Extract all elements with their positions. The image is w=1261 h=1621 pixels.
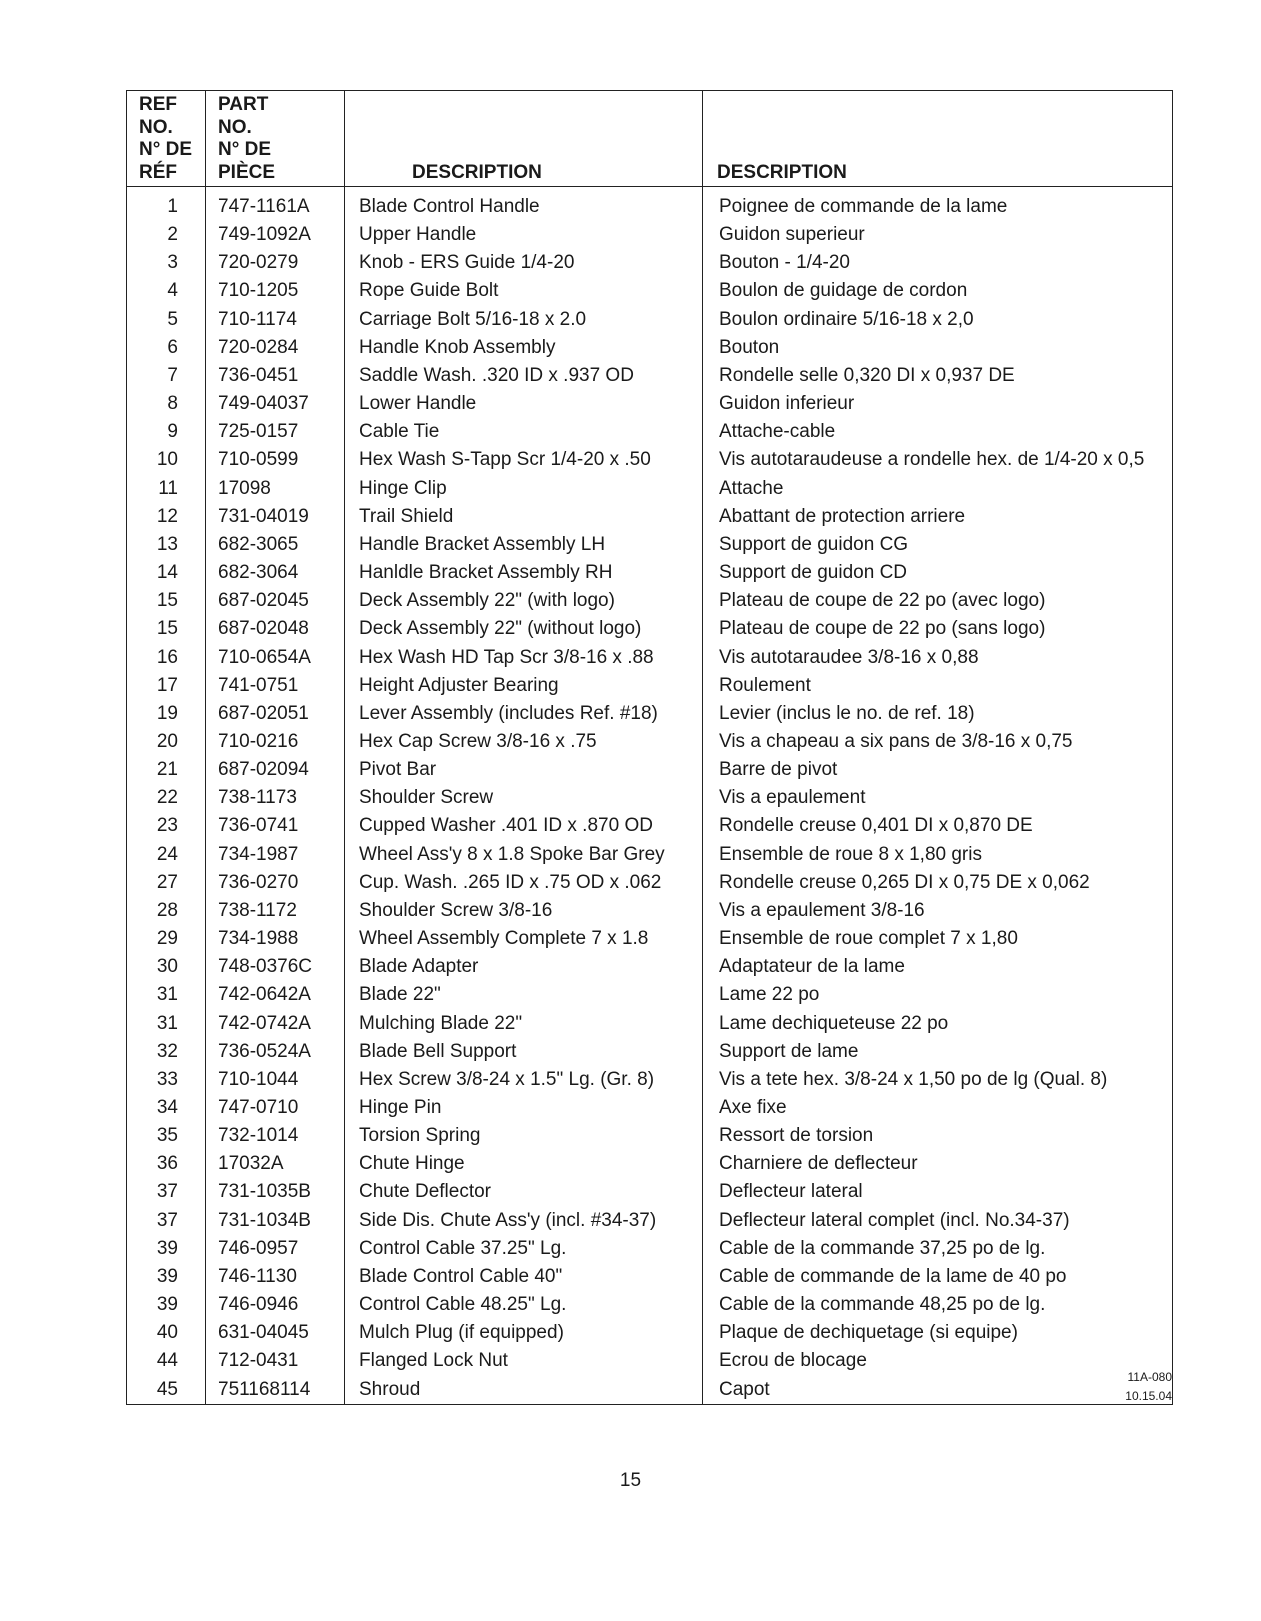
description-fr-cell: Vis a epaulement [703,784,1173,812]
table-row [127,362,1173,390]
part-number-cell: 736-0741 [206,812,345,840]
part-number-cell: 710-1205 [206,277,345,305]
description-en-cell: Control Cable 48.25" Lg. [345,1291,703,1319]
table-row [127,1235,1173,1263]
header-part-line: PART [218,94,269,115]
part-number-cell: 710-1044 [206,1066,345,1094]
description-fr-cell: Cable de commande de la lame de 40 po [703,1263,1173,1291]
part-number-cell: 682-3064 [206,559,345,587]
ref-cell: 33 [127,1066,206,1094]
table-row [127,1319,1173,1347]
description-en-cell: Chute Hinge [345,1150,703,1178]
table-row [127,841,1173,869]
description-fr-cell: Cable de la commande 48,25 po de lg. [703,1291,1173,1319]
part-number-cell: 720-0284 [206,334,345,362]
ref-cell: 6 [127,334,206,362]
table-row [127,728,1173,756]
part-number-cell: 749-1092A [206,221,345,249]
description-en-cell: Hinge Pin [345,1094,703,1122]
page-number: 15 [619,1470,642,1491]
ref-cell: 10 [127,446,206,474]
ref-cell: 7 [127,362,206,390]
part-number-cell: 747-1161A [206,187,345,222]
parts-table-body [127,187,1173,1405]
description-en-cell: Mulching Blade 22" [345,1010,703,1038]
table-row [127,672,1173,700]
ref-cell: 19 [127,700,206,728]
description-fr-cell: Boulon ordinaire 5/16-18 x 2,0 [703,306,1173,334]
header-part-line: N° DE [218,139,271,160]
description-fr-cell: Roulement [703,672,1173,700]
table-row [127,1094,1173,1122]
ref-cell: 1 [127,187,206,222]
description-fr-cell: Axe fixe [703,1094,1173,1122]
ref-cell: 44 [127,1347,206,1375]
ref-cell: 35 [127,1122,206,1150]
part-number-cell: 710-1174 [206,306,345,334]
description-fr-cell: Deflecteur lateral [703,1178,1173,1206]
header-part-line: PIÈCE [218,161,276,183]
description-fr-cell: Boulon de guidage de cordon [703,277,1173,305]
table-row [127,418,1173,446]
description-en-cell: Wheel Assembly Complete 7 x 1.8 [345,925,703,953]
part-number-cell: 736-0451 [206,362,345,390]
ref-cell: 39 [127,1291,206,1319]
description-fr-cell: Adaptateur de la lame [703,953,1173,981]
description-fr-cell: Vis a epaulement 3/8-16 [703,897,1173,925]
description-fr-cell: Abattant de protection arriere [703,503,1173,531]
ref-cell: 29 [127,925,206,953]
table-row [127,1066,1173,1094]
part-number-cell: 748-0376C [206,953,345,981]
description-en-cell: Pivot Bar [345,756,703,784]
ref-cell: 39 [127,1263,206,1291]
ref-cell: 31 [127,1010,206,1038]
header-description-en [345,91,703,187]
ref-cell: 36 [127,1150,206,1178]
ref-cell: 27 [127,869,206,897]
table-row [127,221,1173,249]
part-number-cell: 731-1034B [206,1207,345,1235]
table-row [127,925,1173,953]
part-number-cell: 631-04045 [206,1319,345,1347]
header-part-number [206,91,345,187]
description-en-cell: Wheel Ass'y 8 x 1.8 Spoke Bar Grey [345,841,703,869]
description-en-cell: Handle Bracket Assembly LH [345,531,703,559]
table-row [127,1376,1173,1405]
document-code: 11A-080 [1127,1370,1172,1384]
description-fr-cell: Charniere de deflecteur [703,1150,1173,1178]
part-number-cell: 731-1035B [206,1178,345,1206]
part-number-cell: 749-04037 [206,390,345,418]
ref-cell: 12 [127,503,206,531]
description-en-cell: Hinge Clip [345,475,703,503]
parts-list-table [126,90,1173,1405]
description-fr-cell: Support de guidon CG [703,531,1173,559]
part-number-cell: 731-04019 [206,503,345,531]
part-number-cell: 710-0599 [206,446,345,474]
description-en-cell: Blade Bell Support [345,1038,703,1066]
part-number-cell: 747-0710 [206,1094,345,1122]
table-row [127,812,1173,840]
table-row [127,981,1173,1009]
ref-cell: 45 [127,1376,206,1405]
description-en-cell: Carriage Bolt 5/16-18 x 2.0 [345,306,703,334]
part-number-cell: 710-0654A [206,644,345,672]
header-part-line: NO. [218,116,252,138]
table-row [127,503,1173,531]
description-en-cell: Rope Guide Bolt [345,277,703,305]
table-row [127,334,1173,362]
part-number-cell: 734-1987 [206,841,345,869]
description-fr-cell: Bouton - 1/4-20 [703,249,1173,277]
part-number-cell: 738-1173 [206,784,345,812]
ref-cell: 34 [127,1094,206,1122]
part-number-cell: 687-02094 [206,756,345,784]
description-en-cell: Blade Control Cable 40" [345,1263,703,1291]
description-en-cell: Handle Knob Assembly [345,334,703,362]
ref-cell: 3 [127,249,206,277]
description-fr-cell: Guidon superieur [703,221,1173,249]
description-en-cell: Control Cable 37.25" Lg. [345,1235,703,1263]
description-en-cell: Side Dis. Chute Ass'y (incl. #34-37) [345,1207,703,1235]
ref-cell: 11 [127,475,206,503]
part-number-cell: 687-02048 [206,615,345,643]
description-en-cell: Shoulder Screw [345,784,703,812]
description-fr-cell: Ensemble de roue complet 7 x 1,80 [703,925,1173,953]
description-fr-cell: Attache [703,475,1173,503]
description-en-cell: Blade 22" [345,981,703,1009]
description-fr-cell: Rondelle creuse 0,401 DI x 0,870 DE [703,812,1173,840]
description-en-cell: Flanged Lock Nut [345,1347,703,1375]
description-en-cell: Blade Control Handle [345,187,703,222]
description-fr-cell: Rondelle selle 0,320 DI x 0,937 DE [703,362,1173,390]
part-number-cell: 742-0642A [206,981,345,1009]
table-row [127,1263,1173,1291]
description-fr-cell: Levier (inclus le no. de ref. 18) [703,700,1173,728]
table-row [127,700,1173,728]
description-en-cell: Cable Tie [345,418,703,446]
part-number-cell: 687-02051 [206,700,345,728]
description-fr-cell: Support de guidon CD [703,559,1173,587]
description-fr-cell: Ecrou de blocage [703,1347,1173,1375]
part-number-cell: 725-0157 [206,418,345,446]
description-fr-cell: Poignee de commande de la lame [703,187,1173,222]
description-en-cell: Height Adjuster Bearing [345,672,703,700]
description-en-cell: Chute Deflector [345,1178,703,1206]
part-number-cell: 734-1988 [206,925,345,953]
table-row [127,1150,1173,1178]
table-row [127,1291,1173,1319]
ref-cell: 39 [127,1235,206,1263]
description-fr-cell: Capot [703,1376,1173,1405]
table-row [127,446,1173,474]
description-en-cell: Torsion Spring [345,1122,703,1150]
part-number-cell: 742-0742A [206,1010,345,1038]
ref-cell: 15 [127,587,206,615]
ref-cell: 9 [127,418,206,446]
description-en-cell: Blade Adapter [345,953,703,981]
part-number-cell: 746-1130 [206,1263,345,1291]
table-row [127,1010,1173,1038]
ref-cell: 4 [127,277,206,305]
description-en-cell: Shoulder Screw 3/8-16 [345,897,703,925]
description-fr-cell: Barre de pivot [703,756,1173,784]
part-number-cell: 712-0431 [206,1347,345,1375]
table-row [127,1038,1173,1066]
table-row [127,1122,1173,1150]
description-en-cell: Saddle Wash. .320 ID x .937 OD [345,362,703,390]
ref-cell: 17 [127,672,206,700]
description-fr-cell: Plaque de dechiquetage (si equipe) [703,1319,1173,1347]
description-fr-cell: Ensemble de roue 8 x 1,80 gris [703,841,1173,869]
header-ref-line: NO. [139,116,173,138]
part-number-cell: 738-1172 [206,897,345,925]
part-number-cell: 736-0270 [206,869,345,897]
description-fr-cell: Deflecteur lateral complet (incl. No.34-37) [703,1207,1173,1235]
part-number-cell: 746-0946 [206,1291,345,1319]
description-en-cell: Knob - ERS Guide 1/4-20 [345,249,703,277]
description-fr-cell: Guidon inferieur [703,390,1173,418]
table-row [127,306,1173,334]
ref-cell: 28 [127,897,206,925]
table-row [127,1207,1173,1235]
ref-cell: 40 [127,1319,206,1347]
table-row [127,531,1173,559]
table-row [127,587,1173,615]
table-row [127,1178,1173,1206]
description-en-cell: Lever Assembly (includes Ref. #18) [345,700,703,728]
table-header-row [127,91,1173,187]
part-number-cell: 746-0957 [206,1235,345,1263]
part-number-cell: 17032A [206,1150,345,1178]
description-en-cell: Hex Screw 3/8-24 x 1.5" Lg. (Gr. 8) [345,1066,703,1094]
part-number-cell: 736-0524A [206,1038,345,1066]
description-fr-cell: Vis autotaraudee 3/8-16 x 0,88 [703,644,1173,672]
header-ref-line: RÉF [139,161,177,183]
table-row [127,784,1173,812]
description-en-cell: Cup. Wash. .265 ID x .75 OD x .062 [345,869,703,897]
ref-cell: 30 [127,953,206,981]
description-fr-cell: Support de lame [703,1038,1173,1066]
table-row [127,756,1173,784]
part-number-cell: 720-0279 [206,249,345,277]
part-number-cell: 682-3065 [206,531,345,559]
table-row [127,390,1173,418]
description-en-cell: Lower Handle [345,390,703,418]
description-en-cell: Deck Assembly 22" (with logo) [345,587,703,615]
ref-cell: 37 [127,1207,206,1235]
description-fr-cell: Plateau de coupe de 22 po (avec logo) [703,587,1173,615]
description-en-cell: Hex Cap Screw 3/8-16 x .75 [345,728,703,756]
description-fr-cell: Ressort de torsion [703,1122,1173,1150]
description-fr-cell: Vis a tete hex. 3/8-24 x 1,50 po de lg (Qual. 8) [703,1066,1173,1094]
part-number-cell: 732-1014 [206,1122,345,1150]
table-row [127,559,1173,587]
document-date: 10.15.04 [1125,1389,1172,1403]
header-ref-line: REF [139,94,177,115]
ref-cell: 24 [127,841,206,869]
part-number-cell: 687-02045 [206,587,345,615]
description-en-cell: Mulch Plug (if equipped) [345,1319,703,1347]
part-number-cell: 710-0216 [206,728,345,756]
description-fr-cell: Cable de la commande 37,25 po de lg. [703,1235,1173,1263]
description-en-cell: Shroud [345,1376,703,1405]
description-fr-cell: Attache-cable [703,418,1173,446]
ref-cell: 32 [127,1038,206,1066]
ref-cell: 15 [127,615,206,643]
header-description-en-label: DESCRIPTION [412,161,542,183]
description-en-cell: Upper Handle [345,221,703,249]
ref-cell: 13 [127,531,206,559]
table-row [127,615,1173,643]
description-en-cell: Hex Wash HD Tap Scr 3/8-16 x .88 [345,644,703,672]
table-row [127,475,1173,503]
table-row [127,277,1173,305]
ref-cell: 16 [127,644,206,672]
description-fr-cell: Lame 22 po [703,981,1173,1009]
part-number-cell: 751168114 [206,1376,345,1405]
ref-cell: 22 [127,784,206,812]
header-description-fr [703,91,1173,187]
table-row [127,249,1173,277]
description-en-cell: Trail Shield [345,503,703,531]
table-row [127,897,1173,925]
description-fr-cell: Rondelle creuse 0,265 DI x 0,75 DE x 0,062 [703,869,1173,897]
description-fr-cell: Bouton [703,334,1173,362]
description-fr-cell: Vis autotaraudeuse a rondelle hex. de 1/4-20 x 0,5 [703,446,1173,474]
part-number-cell: 17098 [206,475,345,503]
table-row [127,187,1173,222]
description-fr-cell: Plateau de coupe de 22 po (sans logo) [703,615,1173,643]
ref-cell: 8 [127,390,206,418]
ref-cell: 21 [127,756,206,784]
header-description-fr-label: DESCRIPTION [717,161,847,183]
ref-cell: 5 [127,306,206,334]
description-en-cell: Hanldle Bracket Assembly RH [345,559,703,587]
table-row [127,644,1173,672]
ref-cell: 2 [127,221,206,249]
header-ref-number [127,91,206,187]
description-en-cell: Hex Wash S-Tapp Scr 1/4-20 x .50 [345,446,703,474]
table-row [127,869,1173,897]
ref-cell: 23 [127,812,206,840]
ref-cell: 37 [127,1178,206,1206]
description-fr-cell: Vis a chapeau a six pans de 3/8-16 x 0,75 [703,728,1173,756]
part-number-cell: 741-0751 [206,672,345,700]
table-row [127,953,1173,981]
description-en-cell: Deck Assembly 22" (without logo) [345,615,703,643]
description-fr-cell: Lame dechiqueteuse 22 po [703,1010,1173,1038]
description-en-cell: Cupped Washer .401 ID x .870 OD [345,812,703,840]
table-row [127,1347,1173,1375]
ref-cell: 20 [127,728,206,756]
header-ref-line: N° DE [139,139,192,160]
ref-cell: 31 [127,981,206,1009]
ref-cell: 14 [127,559,206,587]
